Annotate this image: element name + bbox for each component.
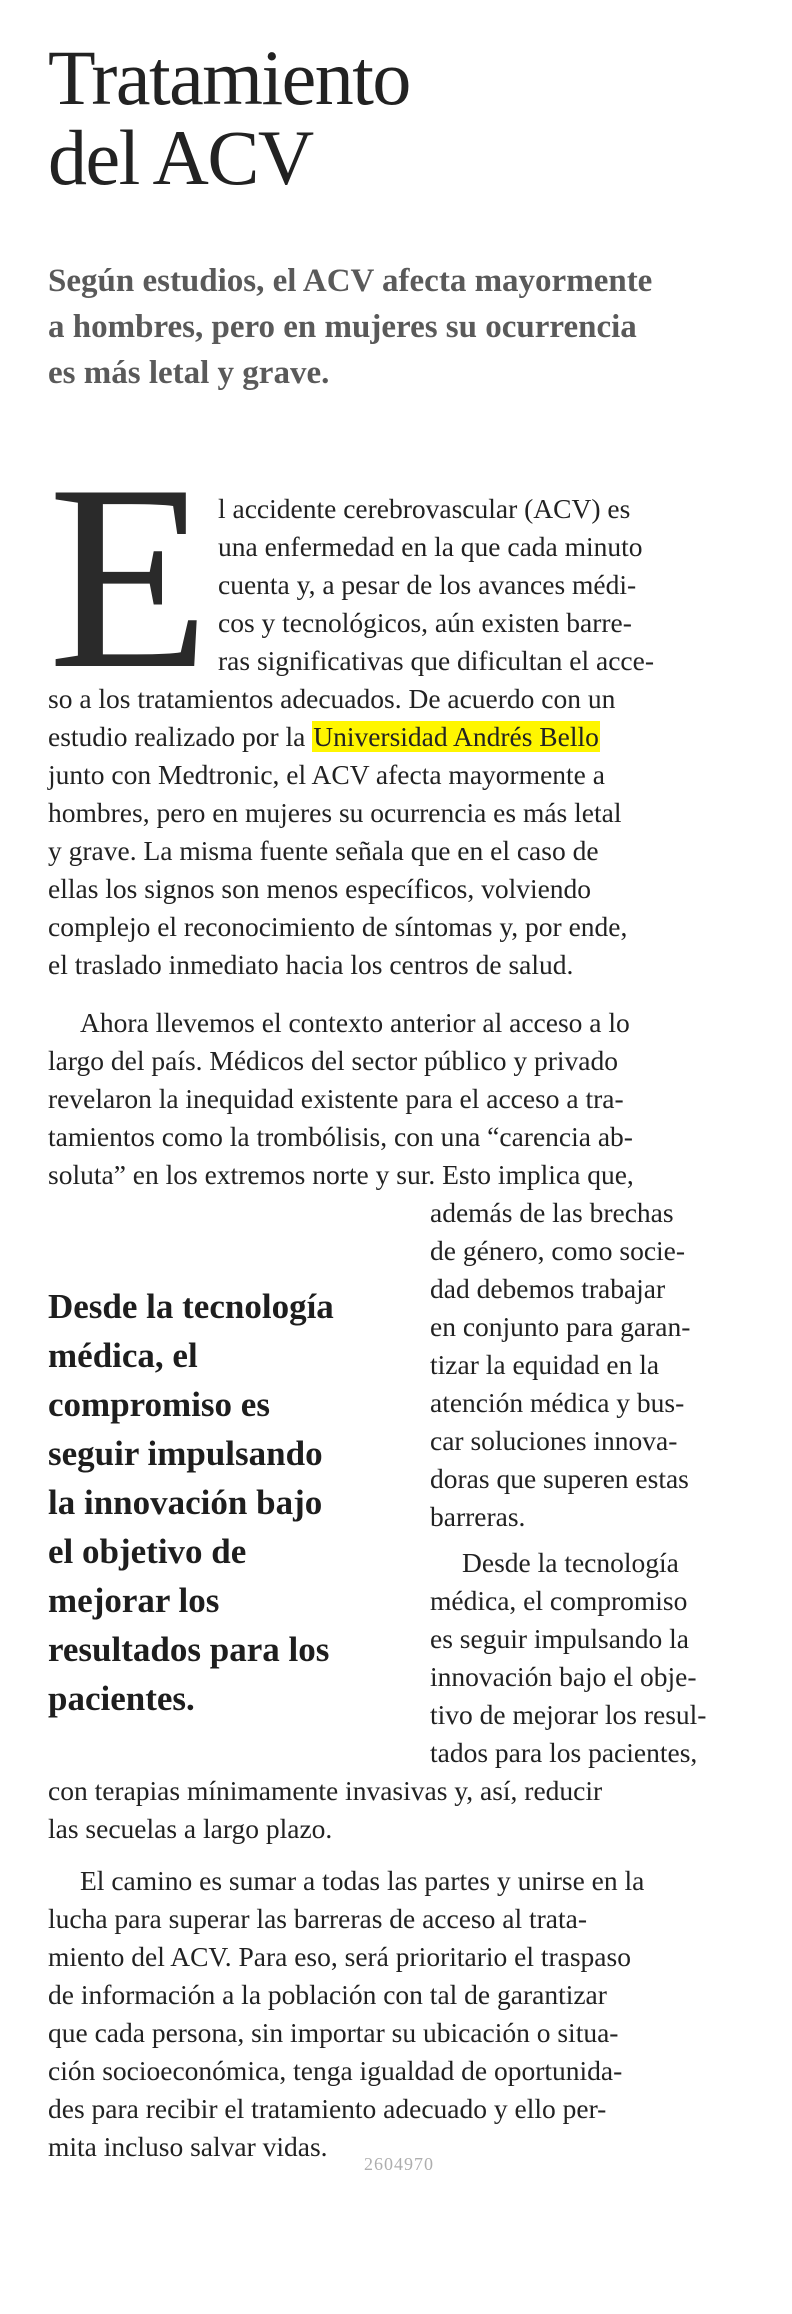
- body-line: tizar la equidad en la: [430, 1349, 660, 1380]
- title-line-1: Tratamiento: [48, 34, 410, 121]
- body-line: dad debemos trabajar: [430, 1273, 666, 1304]
- body-line: mita incluso salvar vidas.: [48, 2131, 328, 2162]
- body-line: so a los tratamientos adecuados. De acuerdo con un: [48, 683, 616, 714]
- body-line: médica, el compromiso: [430, 1585, 688, 1616]
- body-line: barreras.: [430, 1501, 526, 1532]
- body-line: ellas los signos son menos específicos, volviendo: [48, 873, 592, 904]
- body-line: hombres, pero en mujeres su ocurrencia es más letal: [48, 797, 622, 828]
- body-line: doras que superen estas: [430, 1463, 689, 1494]
- body-line: de género, como socie-: [430, 1235, 686, 1266]
- body-text: estudio realizado por la: [48, 721, 306, 752]
- body-line: cos y tecnológicos, aún existen barre-: [218, 607, 632, 638]
- body-line: en conjunto para garan-: [430, 1311, 691, 1342]
- body-line: El camino es sumar a todas las partes y unirse en la: [80, 1865, 645, 1896]
- body-line: largo del país. Médicos del sector público y privado: [48, 1045, 618, 1076]
- body-line: tivo de mejorar los resul-: [430, 1699, 707, 1730]
- body-line: complejo el reconocimiento de síntomas y, por ende,: [48, 911, 628, 942]
- body-line: que cada persona, sin importar su ubicación o situa-: [48, 2017, 619, 2048]
- body-line: des para recibir el tratamiento adecuado y ello per-: [48, 2093, 607, 2124]
- body-line: ción socioeconómica, tenga igualdad de oportunida-: [48, 2055, 623, 2086]
- highlighted-text: Universidad Andrés Bello: [313, 721, 599, 752]
- body-line: [48, 718, 600, 756]
- body-line: tamientos como la trombólisis, con una “carencia ab-: [48, 1121, 633, 1152]
- drop-cap: E: [48, 431, 210, 724]
- body-line: además de las brechas: [430, 1197, 674, 1228]
- watermark-number: 2604970: [364, 2154, 434, 2174]
- lede-line: a hombres, pero en mujeres su ocurrencia: [48, 309, 637, 345]
- lede: [48, 258, 748, 396]
- body-line: cuenta y, a pesar de los avances médi-: [218, 569, 637, 600]
- body-line: ras significativas que dificultan el acce-: [218, 645, 654, 676]
- body-line: y grave. La misma fuente señala que en el caso de: [48, 835, 599, 866]
- body-line: car soluciones innova-: [430, 1425, 678, 1456]
- body-line: con terapias mínimamente invasivas y, así, reducir: [48, 1775, 603, 1806]
- body-line: junto con Medtronic, el ACV afecta mayormente a: [48, 759, 605, 790]
- body-line: atención médica y bus-: [430, 1387, 685, 1418]
- body-line: miento del ACV. Para eso, será prioritario el traspaso: [48, 1941, 631, 1972]
- body-line: las secuelas a largo plazo.: [48, 1813, 333, 1844]
- title-line-2: del ACV: [48, 114, 313, 201]
- lede-line: Según estudios, el ACV afecta mayormente: [48, 263, 653, 299]
- body-line: el traslado inmediato hacia los centros de salud.: [48, 949, 574, 980]
- body-line: tados para los pacientes,: [430, 1737, 698, 1768]
- body-line: de información a la población con tal de garantizar: [48, 1979, 607, 2010]
- body-line: innovación bajo el obje-: [430, 1661, 697, 1692]
- body-line: revelaron la inequidad existente para el acceso a tra-: [48, 1083, 624, 1114]
- lede-line: es más letal y grave.: [48, 355, 330, 391]
- pull-quote: Desde la tecnología médica, el compromiso es seguir impulsando la innovación bajo el objetivo de mejorar los resultados para los pacientes.: [48, 1287, 334, 1718]
- article-title: [48, 34, 748, 201]
- body-line: lucha para superar las barreras de acceso al trata-: [48, 1903, 587, 1934]
- body-line: es seguir impulsando la: [430, 1623, 689, 1654]
- body-line: Ahora llevemos el contexto anterior al acceso a lo: [80, 1007, 630, 1038]
- body-line: Desde la tecnología: [462, 1547, 679, 1578]
- body-line: una enfermedad en la que cada minuto: [218, 531, 643, 562]
- body-line: l accidente cerebrovascular (ACV) es: [218, 493, 631, 524]
- body-line: soluta” en los extremos norte y sur. Esto implica que,: [48, 1159, 634, 1190]
